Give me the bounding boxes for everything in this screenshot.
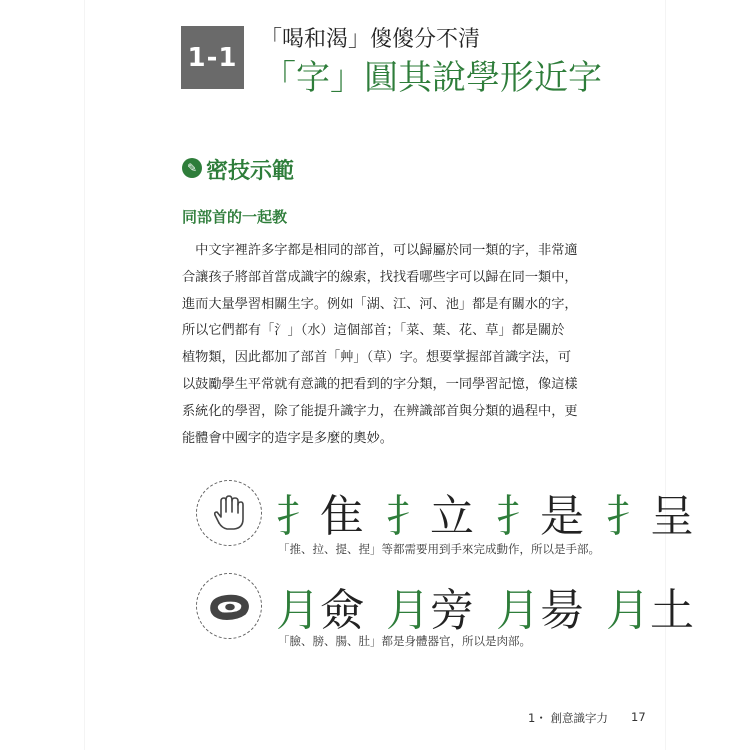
- radical-part: 月: [386, 585, 430, 636]
- character-rest: 隹: [320, 491, 364, 542]
- character: [386, 574, 474, 638]
- radical-part: 扌: [496, 491, 540, 542]
- paragraph-line: 中文字裡許多字都是相同的部首，可以歸屬於同一類的字，非常適: [182, 243, 578, 258]
- footer-chapter-label: 1・ 創意識字力: [528, 711, 608, 725]
- radical-part: 扌: [606, 491, 650, 542]
- lesson-subtitle: 「喝和渴」傻傻分不清: [260, 27, 481, 52]
- character: [606, 480, 694, 544]
- character-rest: 土: [650, 585, 694, 636]
- character-rest: 昜: [540, 585, 584, 636]
- lesson-title: 「字」圓其說學形近字: [262, 58, 602, 98]
- paragraph-line: 以鼓勵學生平常就有意識的把看到的字分類，一同學習記憶，像這樣: [182, 376, 578, 392]
- radical-part: 月: [496, 585, 540, 636]
- example-caption: 「推、拉、提、捏」等都需要用到手來完成動作，所以是手部。: [278, 542, 600, 556]
- paragraph-line: 系統化的學習，除了能提升識字力，在辨識部首與分類的過程中，更: [182, 403, 578, 419]
- body-paragraph: [182, 238, 602, 452]
- character-rest: 旁: [430, 585, 474, 636]
- character: [496, 480, 584, 544]
- radical-part: 月: [276, 585, 320, 636]
- tip-heading: 密技示範: [206, 159, 295, 184]
- radical-part: 月: [606, 585, 650, 636]
- paragraph-line: 植物類，因此都加了部首「艸」（草）字。想要掌握部首識字法，可: [182, 350, 572, 366]
- chapter-number-badge: [181, 26, 244, 89]
- character: [276, 574, 364, 638]
- example-caption: 「臉、膀、腸、肚」都是身體器官，所以是肉部。: [278, 634, 531, 648]
- paragraph-line: 能體會中國字的造字是多麼的奧妙。: [182, 430, 393, 446]
- character: [276, 480, 364, 544]
- chapter-number: 1-1: [187, 42, 238, 73]
- character-rest: 是: [540, 491, 584, 542]
- section-title: 同部首的一起教: [182, 208, 288, 226]
- character-rest: 呈: [650, 491, 694, 542]
- pencil-icon: ✎: [182, 158, 202, 178]
- character: [606, 574, 694, 638]
- radical-part: 扌: [386, 491, 430, 542]
- hand-radical-characters: [276, 480, 716, 544]
- radical-part: 扌: [276, 491, 320, 542]
- paragraph-line: 進而大量學習相關生字。例如「湖、江、河、池」都是有關水的字，: [182, 296, 578, 312]
- meat-icon: [196, 573, 262, 639]
- character: [496, 574, 584, 638]
- character: [386, 480, 474, 544]
- page-number: 17: [631, 710, 646, 724]
- paragraph-line: 所以它們都有「氵」（水）這個部首；「菜、葉、花、草」都是關於: [182, 323, 565, 339]
- paragraph-line: 合讓孩子將部首當成識字的線索，找找看哪些字可以歸在同一類中，: [182, 269, 578, 285]
- meat-radical-characters: [276, 574, 716, 638]
- character-rest: 立: [430, 491, 474, 542]
- hand-icon: [196, 480, 262, 546]
- character-rest: 僉: [320, 585, 364, 636]
